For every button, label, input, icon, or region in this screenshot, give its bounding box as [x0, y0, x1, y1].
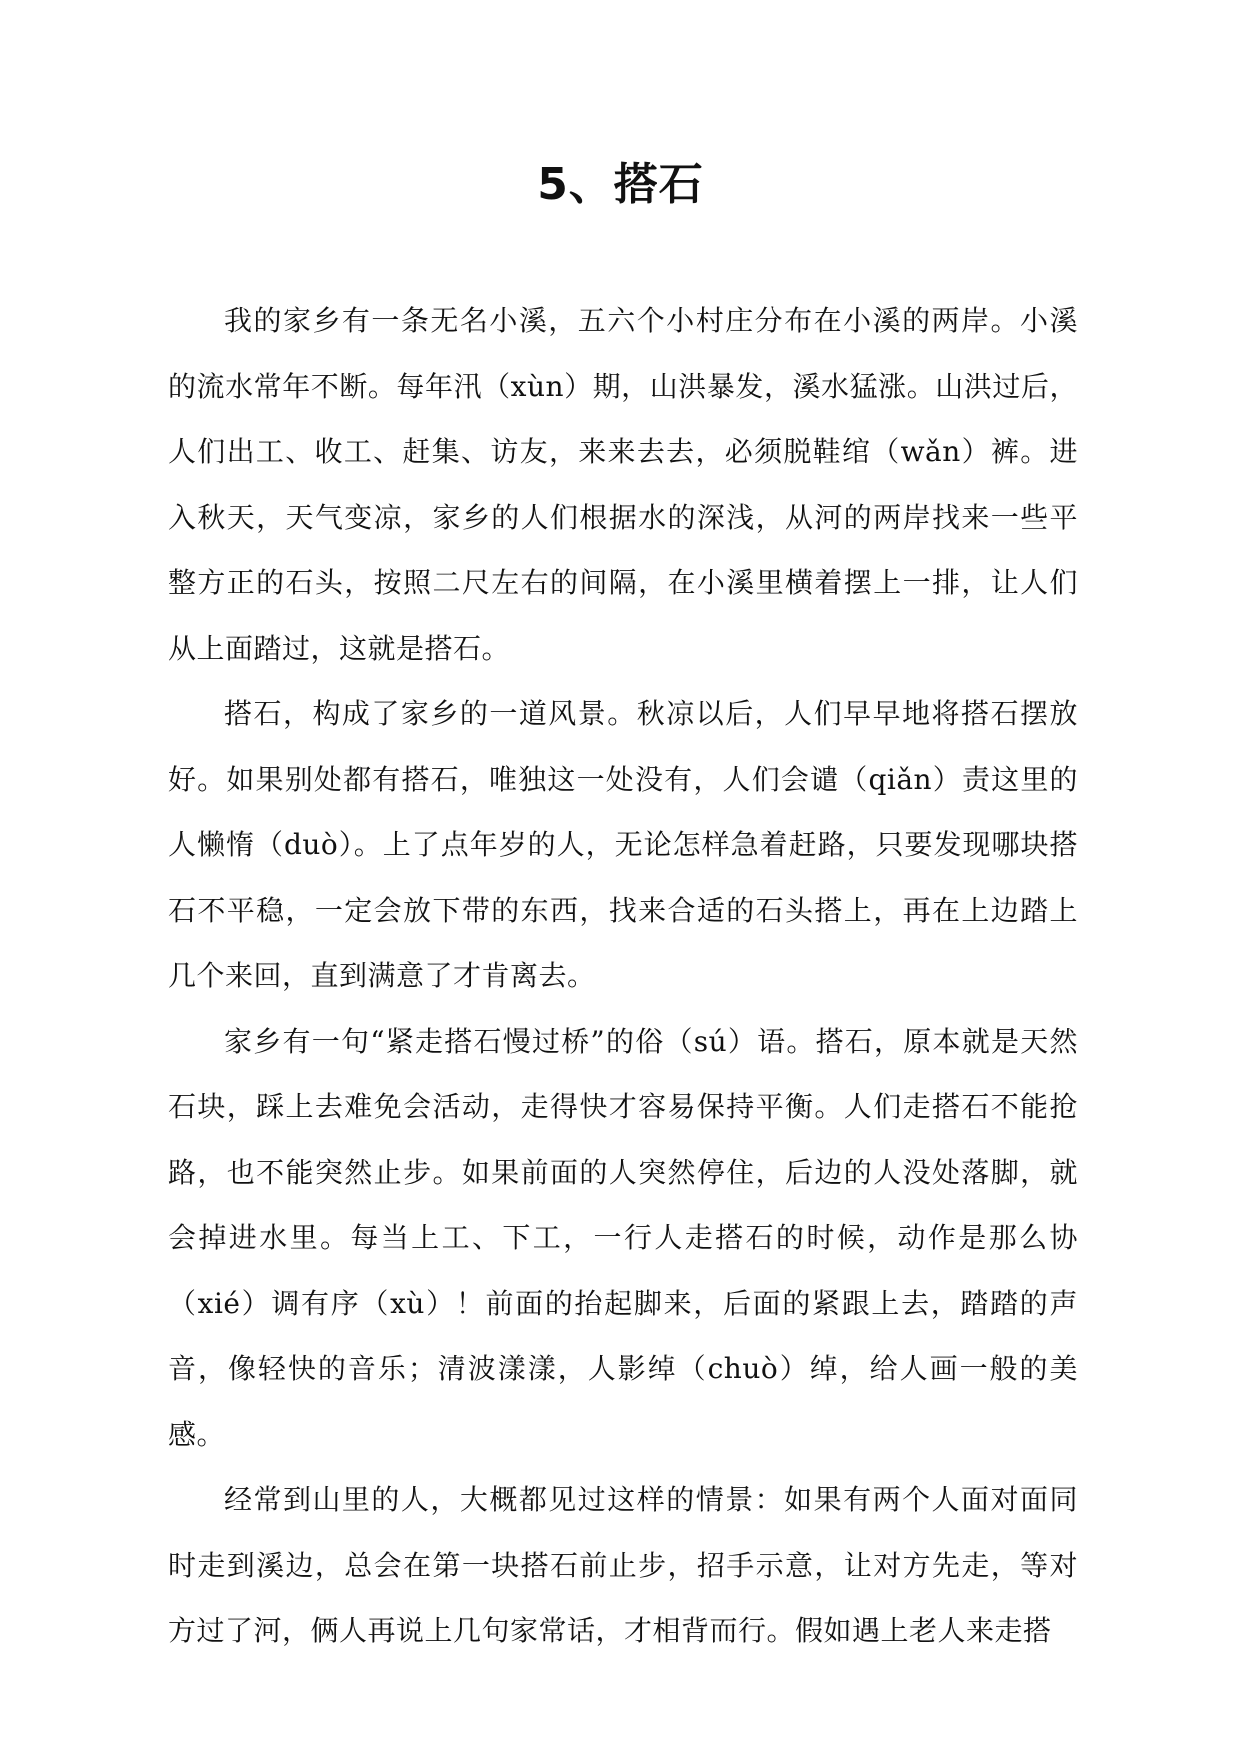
paragraph: 搭石，构成了家乡的一道风景。秋凉以后，人们早早地将搭石摆放好。如果别处都有搭石，唯独这一处没有，人们会谴（qiǎn）责这里的人懒惰（duò）。上了点年岁的人，无论怎样急着赶路，只要发现哪块搭石不平稳，一定会放下带的东西，找来合适的石头搭上，再在上边踏上几个来回，直到满意了才肯离去。 [168, 697, 1078, 992]
paragraph: 经常到山里的人，大概都见过这样的情景：如果有两个人面对面同时走到溪边，总会在第一块搭石前止步，招手示意，让对方先走，等对方过了河，俩人再说上几句家常话，才相背而行。假如遇上老人来走搭 [168, 1483, 1078, 1647]
paragraph: 家乡有一句“紧走搭石慢过桥”的俗（sú）语。搭石，原本就是天然石块，踩上去难免会活动，走得快才容易保持平衡。人们走搭石不能抢路，也不能突然止步。如果前面的人突然停住，后边的人没处落脚，就会掉进水里。每当上工、下工，一行人走搭石的时候，动作是那么协（xié）调有序（xù）！前面的抬起脚来，后面的紧跟上去，踏踏的声音，像轻快的音乐；清波漾漾，人影绰（chuò）绰，给人画一般的美感。 [168, 1024, 1078, 1451]
page-title: 5、搭石 [537, 159, 704, 210]
article-body [168, 288, 1078, 1664]
paragraph: 我的家乡有一条无名小溪，五六个小村庄分布在小溪的两岸。小溪的流水常年不断。每年汛（xùn）期，山洪暴发，溪水猛涨。山洪过后，人们出工、收工、赶集、访友，来来去去，必须脱鞋绾（wǎn）裤。进入秋天，天气变凉，家乡的人们根据水的深浅，从河的两岸找来一些平整方正的石头，按照二尺左右的间隔，在小溪里横着摆上一排，让人们从上面踏过，这就是搭石。 [168, 304, 1078, 665]
